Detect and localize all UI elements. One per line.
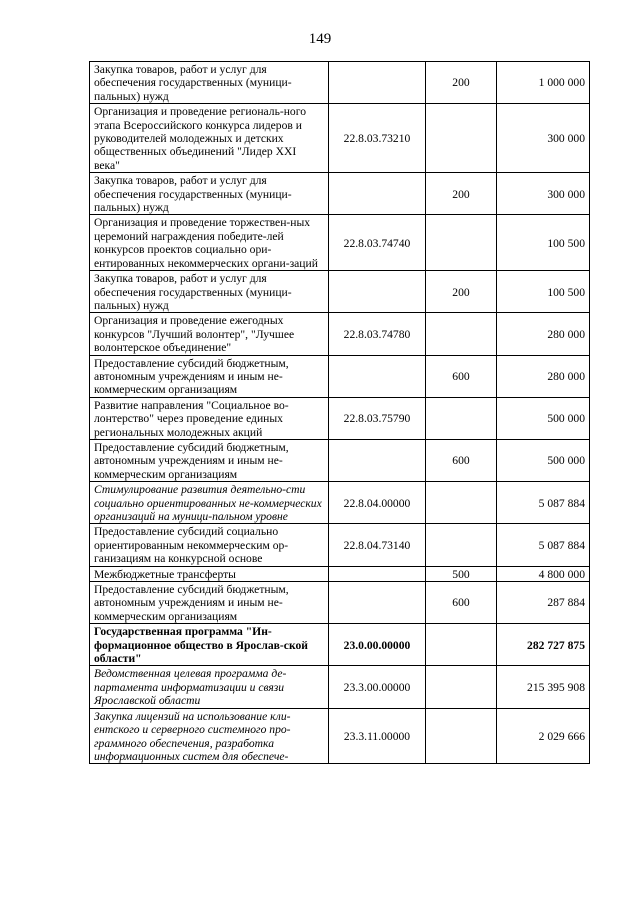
row-code-cell: 22.8.03.73210 (329, 104, 426, 173)
table-row (90, 439, 590, 481)
row-amount-cell: 215 395 908 (497, 666, 590, 708)
row-amount-cell: 287 884 (497, 582, 590, 624)
row-type-cell (426, 624, 497, 666)
row-type-cell: 600 (426, 355, 497, 397)
row-type-cell (426, 708, 497, 764)
row-name-cell: Межбюджетные трансферты (90, 566, 329, 581)
row-amount-cell: 5 087 884 (497, 482, 590, 524)
table-row (90, 482, 590, 524)
table-row (90, 104, 590, 173)
table-row (90, 355, 590, 397)
row-name-cell: Предоставление субсидий бюджетным, автономным учреждениям и иным не-коммерческим организациям (90, 355, 329, 397)
row-amount-cell: 5 087 884 (497, 524, 590, 566)
row-name-cell: Закупка товаров, работ и услуг для обеспечения государственных (муници-пальных) нужд (90, 271, 329, 313)
budget-table (89, 61, 590, 764)
table-row (90, 271, 590, 313)
row-name-cell: Предоставление субсидий социально ориентированным некоммерческим ор-ганизациям на конкурсной основе (90, 524, 329, 566)
row-type-cell (426, 397, 497, 439)
row-type-cell (426, 482, 497, 524)
row-code-cell: 23.3.00.00000 (329, 666, 426, 708)
table-row (90, 582, 590, 624)
table-row (90, 666, 590, 708)
row-type-cell: 200 (426, 271, 497, 313)
row-code-cell: 22.8.04.00000 (329, 482, 426, 524)
table-row (90, 215, 590, 271)
row-name-cell: Стимулирование развития деятельно-сти социально ориентированных не-коммерческих организаций на муници-пальном уровне (90, 482, 329, 524)
row-name-cell: Предоставление субсидий бюджетным, автономным учреждениям и иным не-коммерческим организациям (90, 582, 329, 624)
row-name-cell: Закупка лицензий на использование кли-ентского и серверного системного про-граммного обеспечения, разработка информационных систем для обеспече- (90, 708, 329, 764)
row-type-cell (426, 524, 497, 566)
row-amount-cell: 500 000 (497, 439, 590, 481)
row-amount-cell: 500 000 (497, 397, 590, 439)
row-code-cell (329, 62, 426, 104)
row-code-cell: 22.8.03.75790 (329, 397, 426, 439)
row-amount-cell: 280 000 (497, 355, 590, 397)
row-code-cell (329, 566, 426, 581)
table-row (90, 524, 590, 566)
row-name-cell: Организация и проведение региональ-ного этапа Всероссийского конкурса лидеров и руководителей молодежных и детских общественных объединений "Лидер XXI века" (90, 104, 329, 173)
row-name-cell: Ведомственная целевая программа де-партамента информатизации и связи Ярославской области (90, 666, 329, 708)
row-type-cell: 200 (426, 173, 497, 215)
row-type-cell (426, 104, 497, 173)
row-code-cell (329, 173, 426, 215)
row-amount-cell: 100 500 (497, 271, 590, 313)
row-amount-cell: 300 000 (497, 104, 590, 173)
row-amount-cell: 2 029 666 (497, 708, 590, 764)
table-row (90, 624, 590, 666)
row-name-cell: Организация и проведение торжествен-ных церемоний награждения победите-лей конкурсов проектов социально ори-ентированных некоммерческих органи-заций (90, 215, 329, 271)
row-name-cell: Предоставление субсидий бюджетным, автономным учреждениям и иным не-коммерческим организациям (90, 439, 329, 481)
table-row (90, 313, 590, 355)
row-type-cell: 500 (426, 566, 497, 581)
row-type-cell: 600 (426, 439, 497, 481)
row-type-cell (426, 666, 497, 708)
budget-table-body (90, 62, 590, 764)
row-code-cell: 22.8.04.73140 (329, 524, 426, 566)
row-code-cell: 22.8.03.74740 (329, 215, 426, 271)
row-name-cell: Развитие направления "Социальное во-лонтерство" через проведение единых региональных молодежных акций (90, 397, 329, 439)
row-amount-cell: 282 727 875 (497, 624, 590, 666)
row-code-cell (329, 582, 426, 624)
row-code-cell (329, 271, 426, 313)
page-number: 149 (308, 31, 332, 47)
table-row (90, 62, 590, 104)
row-code-cell: 22.8.03.74780 (329, 313, 426, 355)
row-code-cell: 23.0.00.00000 (329, 624, 426, 666)
row-amount-cell: 4 800 000 (497, 566, 590, 581)
row-code-cell (329, 439, 426, 481)
row-code-cell: 23.3.11.00000 (329, 708, 426, 764)
row-amount-cell: 100 500 (497, 215, 590, 271)
table-row (90, 173, 590, 215)
row-name-cell: Закупка товаров, работ и услуг для обеспечения государственных (муници-пальных) нужд (90, 62, 329, 104)
table-row (90, 566, 590, 581)
row-type-cell (426, 215, 497, 271)
row-amount-cell: 1 000 000 (497, 62, 590, 104)
row-code-cell (329, 355, 426, 397)
row-name-cell: Организация и проведение ежегодных конкурсов "Лучший волонтер", "Лучшее волонтерское объединение" (90, 313, 329, 355)
row-type-cell: 600 (426, 582, 497, 624)
row-type-cell (426, 313, 497, 355)
table-row (90, 397, 590, 439)
row-name-cell: Государственная программа "Ин-формационное общество в Ярослав-ской области" (90, 624, 329, 666)
row-amount-cell: 300 000 (497, 173, 590, 215)
row-name-cell: Закупка товаров, работ и услуг для обеспечения государственных (муници-пальных) нужд (90, 173, 329, 215)
row-amount-cell: 280 000 (497, 313, 590, 355)
table-row (90, 708, 590, 764)
row-type-cell: 200 (426, 62, 497, 104)
